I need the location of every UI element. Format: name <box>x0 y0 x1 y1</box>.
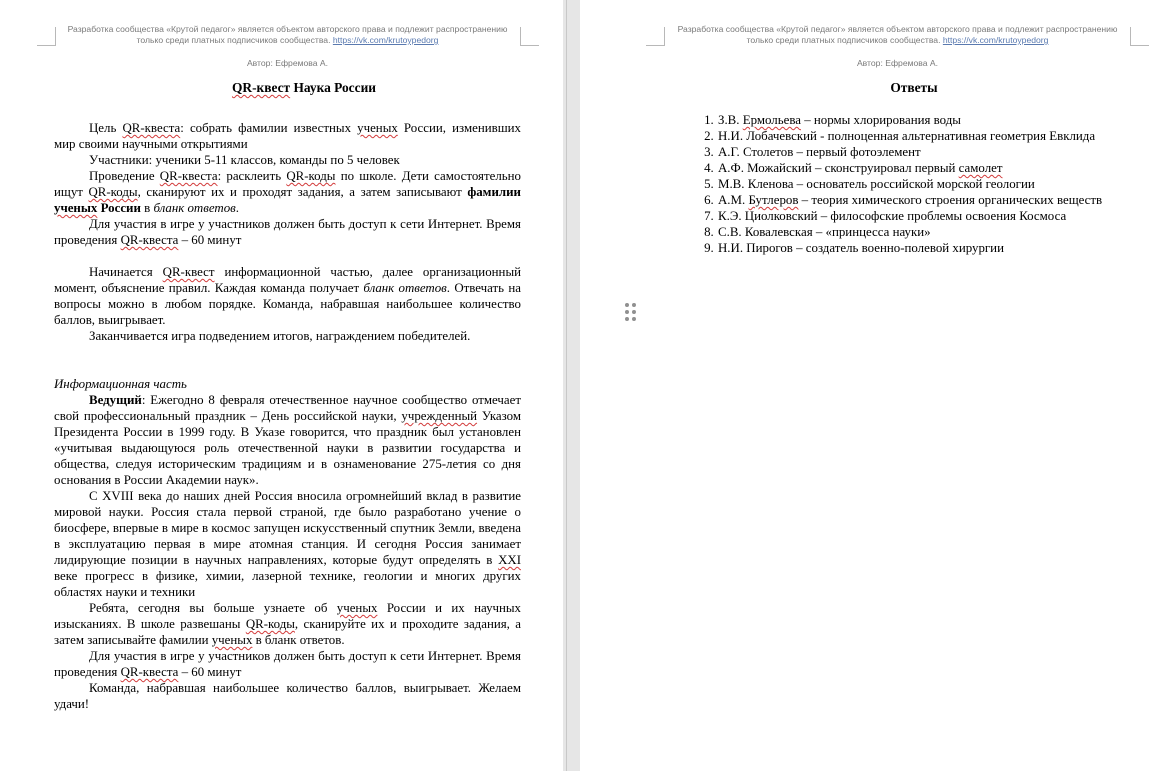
paragraph-start: Начинается QR-квест информационной частью, далее организационный момент, объяснение правил. Каждая команда получает бланк ответов. Отвечать на вопросы можно в любом порядке. Команда, набравшая наибольшее количество баллов, выигрывает. <box>54 265 522 327</box>
answer-item: 7. К.Э. Циолковский – философские проблемы освоения Космоса <box>717 208 1152 224</box>
section-subtitle: Информационная часть <box>54 377 187 391</box>
crop-mark <box>1130 27 1149 46</box>
title-rest: Наука России <box>290 80 376 95</box>
paragraph-end: Заканчивается игра подведением итогов, награждением победителей. <box>89 329 471 343</box>
crop-mark <box>520 27 539 46</box>
answer-item: 2. Н.И. Лобачевский - полноценная альтернативная геометрия Евклида <box>717 128 1152 144</box>
paragraph-conduct: Проведение QR-квеста: расклеить QR-коды по школе. Дети самостоятельно ищут QR-коды, сканируют их и проходят задания, а затем записывают фамилии ученых России в бланк ответов. <box>54 169 521 215</box>
paragraph-internet: Для участия в игре у участников должен быть доступ к сети Интернет. Время проведения QR-квеста – 60 минут <box>54 217 521 247</box>
answer-item: 5. М.В. Кленова – основатель российской морской геологии <box>717 176 1152 192</box>
paragraph-host: Ведущий: Ежегодно 8 февраля отечественное научное сообщество отмечает свой профессиональный праздник – День российской науки, учрежденный Указом Президента России в 1999 году. В Указе говорится, что праздник был установлен «учитывая выдающуюся роль отечественной науки в развитии государства и общества, следуя историческим традициям и в ознаменование 275-летия со дня основания в России Академии наук». <box>54 393 521 487</box>
header-line1: Разработка сообщества «Крутой педагог» является объектом авторского права и подлежит распространению <box>677 24 1118 34</box>
page-header-left <box>54 24 521 46</box>
paragraph-internet-2: Для участия в игре у участников должен быть доступ к сети Интернет. Время проведения QR-квеста – 60 минут <box>54 649 521 679</box>
paragraph-kids: Ребята, сегодня вы больше узнаете об ученых России и их научных изысканиях. В школе развешаны QR-коды, сканируйте их и проходите задания, а затем записывайте фамилии ученых в бланк ответов. <box>54 601 521 647</box>
header-line2: только среди платных подписчиков сообщества. <box>746 35 941 45</box>
answer-item: 4. А.Ф. Можайский – сконструировал первый самолет <box>717 160 1152 176</box>
page-divider <box>566 0 567 771</box>
paragraph-participants: Участники: ученики 5-11 классов, команды по 5 человек <box>89 153 400 167</box>
crop-mark <box>646 27 665 46</box>
answer-item: 6. А.М. Бутлеров – теория химического строения органических веществ <box>717 192 1152 208</box>
paragraph-goal: Цель QR-квеста: собрать фамилии известных ученых России, изменивших мир своими научными открытиями <box>54 121 521 151</box>
answer-item: 1. З.В. Ермольева – нормы хлорирования воды <box>717 112 1152 128</box>
answers-list <box>696 112 1152 256</box>
author-line-left: Автор: Ефремова А. <box>246 58 329 68</box>
document-body <box>54 120 521 712</box>
answer-item: 8. С.В. Ковалевская – «принцесса науки» <box>717 224 1152 240</box>
drag-handle-icon[interactable] <box>625 303 637 321</box>
spell-word: QR-квест <box>231 80 291 95</box>
answer-item: 9. Н.И. Пирогов – создатель военно-полевой хирургии <box>717 240 1152 256</box>
header-line1: Разработка сообщества «Крутой педагог» является объектом авторского права и подлежит распространению <box>67 24 508 34</box>
header-link[interactable]: https://vk.com/krutoypedorg <box>332 35 439 45</box>
document-title <box>54 80 554 96</box>
header-line2: только среди платных подписчиков сообщества. <box>136 35 331 45</box>
page-header-right <box>664 24 1131 46</box>
author-line-right: Автор: Ефремова А. <box>856 58 939 68</box>
header-link[interactable]: https://vk.com/krutoypedorg <box>942 35 1049 45</box>
paragraph-luck: Команда, набравшая наибольшее количество баллов, выигрывает. Желаем удачи! <box>54 681 521 711</box>
answer-item: 3. А.Г. Столетов – первый фотоэлемент <box>717 144 1152 160</box>
answers-title: Ответы <box>890 80 938 95</box>
paragraph-history: С XVIII века до наших дней Россия вносила огромнейший вклад в развитие мировой науки. Россия стала первой страной, где было разработано учение о биосфере, впервые в мире в космос запущен искусственный спутник Земли, введена в эксплуатацию первая в мире атомная станция. И сегодня Россия занимает лидирующие позиции в научных направлениях, которые будут определять в XXI веке прогресс в физике, химии, лазерной технике, геологии и многих других областях науки и техники <box>54 489 521 599</box>
